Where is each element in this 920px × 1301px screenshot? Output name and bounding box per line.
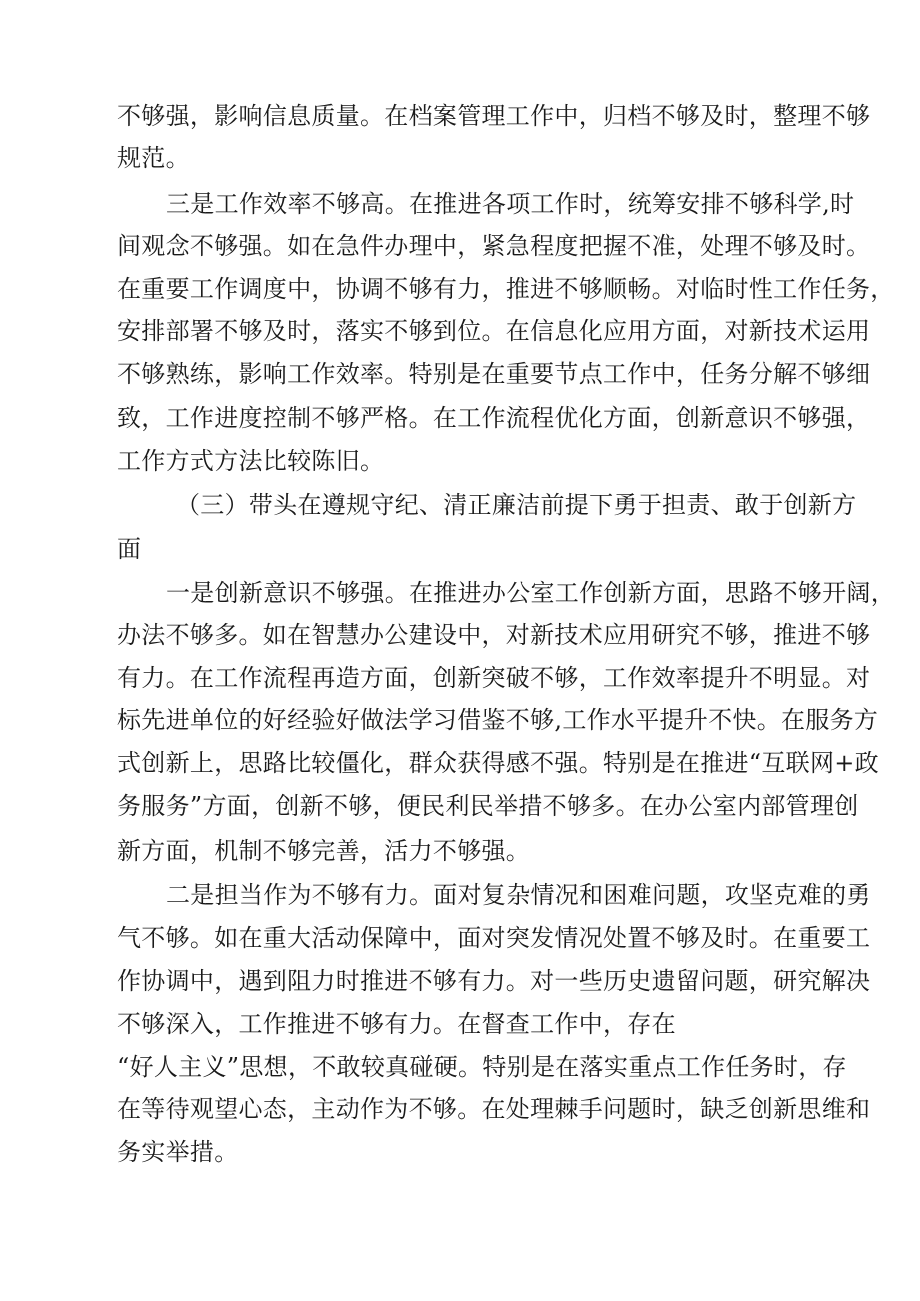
text-line: 致，工作进度控制不够严格。在工作流程优化方面，创新意识不够强， (117, 404, 871, 432)
section-heading: （三）带头在遵规守纪、清正廉洁前提下勇于担责、敢于创新方 (176, 491, 857, 519)
text-line: 在重要工作调度中，协调不够有力，推进不够顺畅。对临时性工作任务， (117, 275, 895, 303)
text-line: 办法不够多。如在智慧办公建设中，对新技术应用研究不够，推进不够 (117, 621, 871, 649)
text-line: 式创新上，思路比较僵化，群众获得感不强。特别是在推进“互联网+政 (117, 749, 879, 777)
text-line: 工作方式方法比较陈旧。 (117, 447, 385, 475)
paragraph-start-line: 二是担当作为不够有力。面对复杂情况和困难问题，攻坚克难的勇 (166, 881, 871, 909)
text-line: 作协调中，遇到阻力时推进不够有力。对一些历史遗留问题，研究解决 (117, 967, 871, 995)
text-line: 不够熟练，影响工作效率。特别是在重要节点工作中，任务分解不够细 (117, 360, 871, 388)
paragraph-start-line: 三是工作效率不够高。在推进各项工作时，统筹安排不够科学,时 (166, 190, 855, 218)
text-line: 安排部署不够及时，落实不够到位。在信息化应用方面，对新技术运用 (117, 317, 871, 345)
text-line: “好人主义”思想，不敢较真碰硬。特别是在落实重点工作任务时，存 (117, 1053, 847, 1081)
text-line: 务服务”方面，创新不够，便民利民举措不够多。在办公室内部管理创 (117, 792, 859, 820)
text-line: 有力。在工作流程再造方面，创新突破不够，工作效率提升不明显。对 (117, 664, 871, 692)
text-line: 不够强，影响信息质量。在档案管理工作中，归档不够及时，整理不够 (117, 102, 871, 130)
text-line: 务实举措。 (117, 1138, 239, 1166)
text-line: 气不够。如在重大活动保障中，面对突发情况处置不够及时。在重要工 (117, 924, 871, 952)
text-line: 规范。 (117, 144, 190, 172)
text-line: 在等待观望心态，主动作为不够。在处理棘手问题时，缺乏创新思维和 (117, 1095, 871, 1123)
text-line: 新方面，机制不够完善，活力不够强。 (117, 837, 531, 865)
text-line: 不够深入，工作推进不够有力。在督查工作中，存在 (117, 1010, 676, 1038)
text-line: 间观念不够强。如在急件办理中，紧急程度把握不准，处理不够及时。 (117, 232, 871, 260)
text-line: 标先进单位的好经验好做法学习借鉴不够,工作水平提升不快。在服务方 (117, 706, 879, 734)
paragraph-start-line: 一是创新意识不够强。在推进办公室工作创新方面，思路不够开阔， (166, 579, 895, 607)
section-heading-continuation: 面 (117, 535, 142, 563)
